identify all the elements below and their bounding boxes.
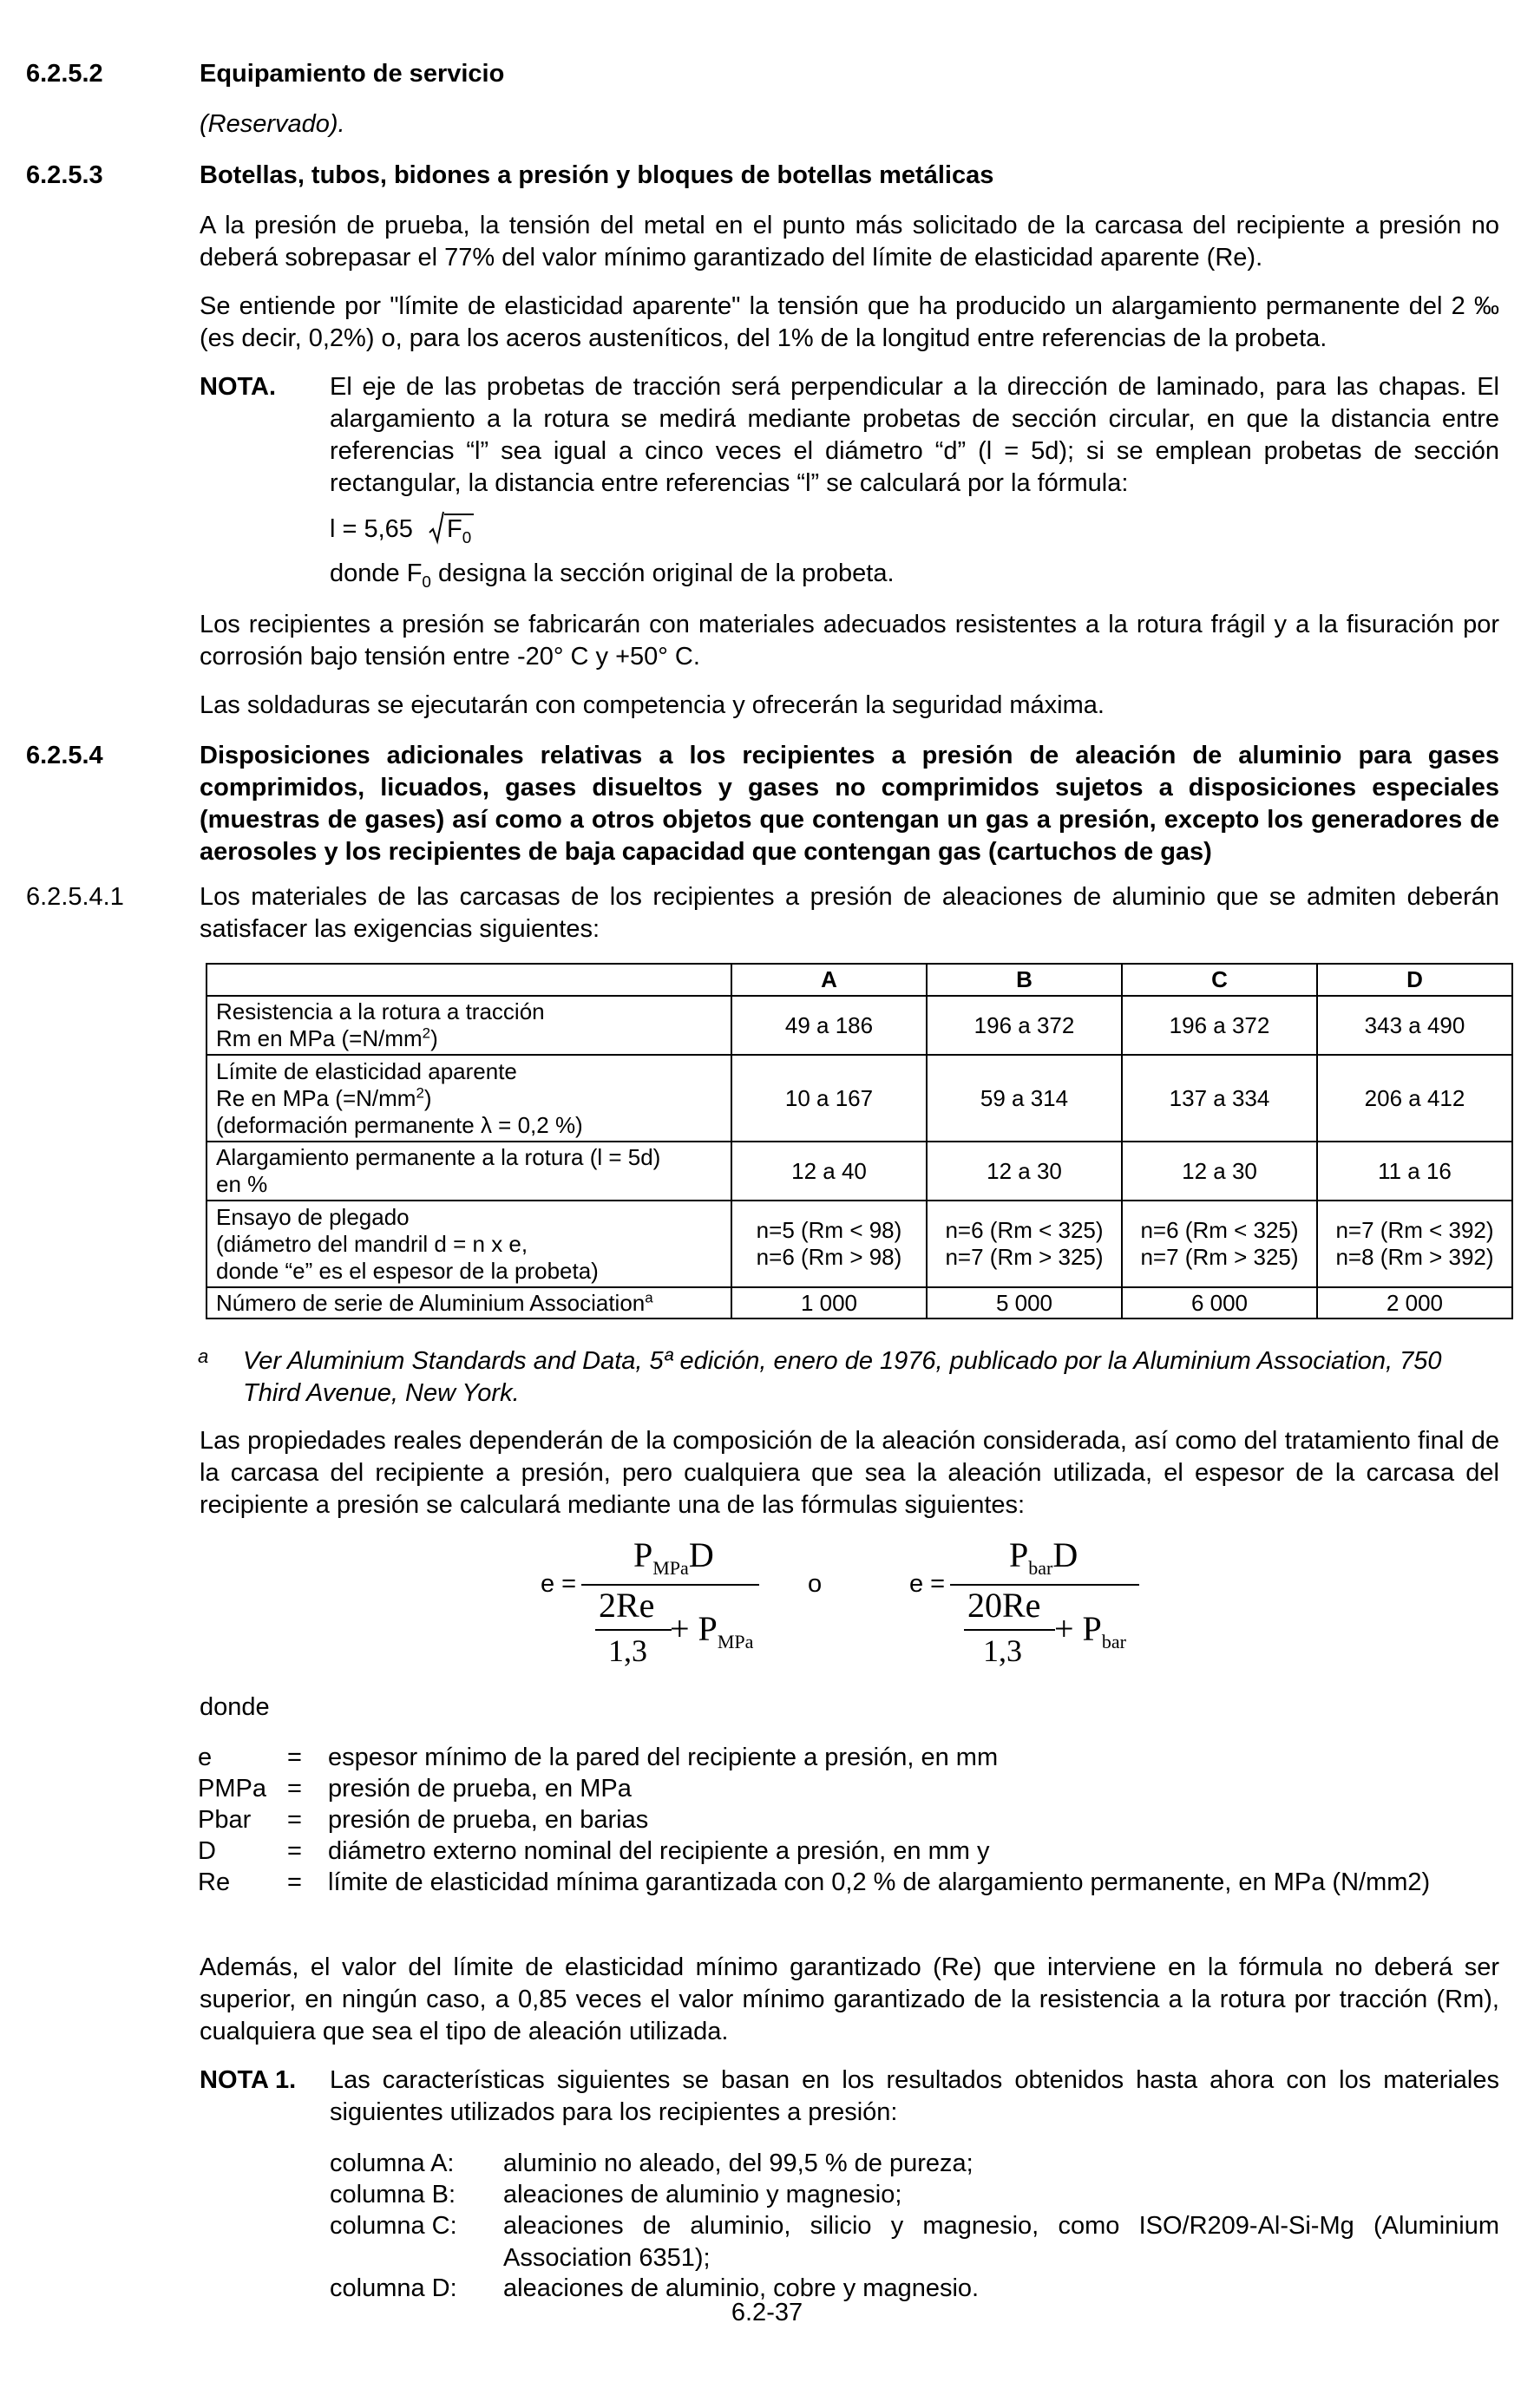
cell: 59 a 314	[927, 1055, 1122, 1142]
formula-2-lhs: e =	[909, 1570, 946, 1598]
paragraph: Además, el valor del límite de elasticidad mínimo garantizado (Re) que interviene en la fórmula no deberá ser superior, en ningún caso, a 0,85 veces el valor mínimo garantizado de la resistencia a la rotura por tracción (Rm), cualquiera que sea el tipo de aleación utilizada.	[200, 1953, 1499, 2045]
label-line: Re en MPa (=N/mm	[216, 1084, 416, 1111]
def-text: límite de elasticidad mínima garantizada con 0,2 % de alargamiento permanente, en MPa (N/mm2)	[328, 1868, 1431, 1896]
label-line: Ensayo de plegado	[216, 1203, 410, 1230]
table-header-row	[206, 964, 1512, 996]
cell-line: n=6 (Rm < 325)	[945, 1217, 1104, 1243]
paragraph: Las propiedades reales dependerán de la composición de la aleación considerada, así como del tratamiento final de la carcasa del recipiente a presión, pero cualquiera que sea la aleación utilizada, el espesor de la carcasa del recipiente a presión se calculará mediante una de las fórmulas siguientes:	[200, 1427, 1499, 1519]
column-header-b: B	[927, 964, 1122, 996]
label-line: en %	[216, 1171, 268, 1197]
label-line: )	[423, 1084, 432, 1111]
num-d: D	[1052, 1535, 1078, 1574]
section-title: Botellas, tubos, bidones a presión y bloques de botellas metálicas	[200, 161, 994, 189]
label-sup: 2	[416, 1083, 424, 1101]
cell-line: n=8 (Rm > 392)	[1335, 1244, 1494, 1270]
def-text: diámetro externo nominal del recipiente a presión, en mm y	[328, 1837, 990, 1865]
cell: 206 a 412	[1317, 1055, 1512, 1142]
cell	[927, 1201, 1122, 1287]
reserved-text: (Reservado).	[200, 110, 345, 138]
material-row	[330, 2179, 1499, 2210]
cell: 11 a 16	[1317, 1142, 1512, 1201]
formula-text: l = 5,65	[330, 515, 413, 543]
cell: 10 a 167	[731, 1055, 927, 1142]
radicand-sub: 0	[462, 527, 472, 546]
variable-definitions	[198, 1742, 1499, 1929]
formula-1-plus	[670, 1609, 754, 1652]
cell: 12 a 30	[927, 1142, 1122, 1201]
material-row	[330, 2210, 1499, 2273]
cell: 2 000	[1317, 1287, 1512, 1319]
def-text: espesor mínimo de la pared del recipiente a presión, en mm	[328, 1744, 999, 1771]
row-label	[206, 996, 731, 1055]
formula-2-inner-line	[964, 1629, 1055, 1631]
row-label	[206, 1055, 731, 1142]
note-label: NOTA.	[200, 373, 277, 401]
page-number: 6.2-37	[731, 2299, 803, 2326]
table-row	[206, 1142, 1512, 1201]
formula-2-den-top: 20Re	[967, 1586, 1041, 1625]
table-row	[206, 996, 1512, 1055]
label-line: Rm en MPa (=N/mm	[216, 1025, 423, 1051]
cell: 1 000	[731, 1287, 927, 1319]
def-equals: =	[287, 1806, 302, 1834]
cell: 49 a 186	[731, 996, 927, 1055]
definition-row	[198, 1804, 1499, 1835]
num-p: P	[633, 1535, 653, 1574]
num-sub: MPa	[652, 1557, 689, 1579]
formula-1-den-top: 2Re	[599, 1586, 655, 1625]
note-formula	[330, 514, 474, 546]
row-label	[206, 1142, 731, 1201]
def-equals: =	[287, 1837, 302, 1865]
formula-2-plus	[1054, 1609, 1126, 1652]
cell-line: n=7 (Rm < 392)	[1335, 1217, 1494, 1243]
cell-line: n=7 (Rm > 325)	[945, 1244, 1104, 1270]
definition-row	[198, 1867, 1499, 1929]
radicand	[444, 514, 474, 546]
definition-row	[198, 1835, 1499, 1867]
def-symbol: Re	[198, 1868, 231, 1896]
paragraph: Los recipientes a presión se fabricarán con materiales adecuados resistentes a la rotura frágil y a la fisuración por corrosión bajo tensión entre -20° C y +50° C.	[200, 611, 1499, 671]
footnote-mark: a	[198, 1345, 209, 1367]
def-symbol: e	[198, 1744, 213, 1771]
cell-line: n=6 (Rm < 325)	[1140, 1217, 1299, 1243]
cell-line: n=7 (Rm > 325)	[1140, 1244, 1299, 1270]
footnote-text: Ver Aluminium Standards and Data, 5ª edición, enero de 1976, publicado por la Aluminium Association, 750 Third Avenue, New York.	[243, 1347, 1442, 1407]
material-text: aleaciones de aluminio y magnesio;	[503, 2181, 902, 2208]
material-text: aleaciones de aluminio, cobre y magnesio.	[503, 2274, 980, 2302]
alloy-properties-table	[206, 963, 1513, 1319]
definition-row	[198, 1742, 1499, 1773]
plus-sub: bar	[1101, 1631, 1126, 1652]
material-column: columna A:	[330, 2150, 455, 2177]
radicand-f: F	[447, 515, 462, 543]
section-number: 6.2.5.4.1	[26, 883, 124, 911]
section-title: Equipamiento de servicio	[200, 60, 505, 88]
definition-row	[198, 1773, 1499, 1804]
cell: 343 a 490	[1317, 996, 1512, 1055]
cell: 12 a 30	[1122, 1142, 1317, 1201]
table-row	[206, 1201, 1512, 1287]
where-rest: designa la sección original de la probeta.	[430, 559, 895, 587]
def-symbol: D	[198, 1837, 216, 1865]
def-symbol: PMPa	[198, 1775, 266, 1803]
cell: 5 000	[927, 1287, 1122, 1319]
def-equals: =	[287, 1868, 302, 1896]
cell-line: n=6 (Rm > 98)	[756, 1244, 902, 1270]
label-line: (deformación permanente λ = 0,2 %)	[216, 1111, 583, 1138]
note-text: El eje de las probetas de tracción será perpendicular a la dirección de laminado, para las chapas. El alargamiento a la rotura se medirá mediante probetas de sección circular, en que la distancia entre referencias “l” sea igual a cinco veces el diámetro “d” (l = 5d); si se emplean probetas de sección rectangular, la distancia entre referencias “l” se calculará por la fórmula:	[330, 373, 1499, 497]
paragraph: Se entiende por "límite de elasticidad aparente" la tensión que ha producido un alargamiento permanente del 2 ‰ (es decir, 0,2%) o, para los aceros austeníticos, del 1% de la longitud entre referencias de la probeta.	[200, 292, 1499, 352]
sqrt-symbol	[429, 514, 474, 546]
formula-1-lhs: e =	[541, 1570, 577, 1598]
num-sub: bar	[1028, 1557, 1053, 1579]
cell: 196 a 372	[927, 996, 1122, 1055]
section-number: 6.2.5.2	[26, 60, 103, 88]
label-line: donde “e” es el espesor de la probeta)	[216, 1257, 599, 1284]
def-equals: =	[287, 1775, 302, 1803]
paragraph: Los materiales de las carcasas de los recipientes a presión de aleaciones de aluminio que se admiten deberán satisfacer las exigencias siguientes:	[200, 883, 1499, 943]
formula-1-numerator	[633, 1535, 714, 1579]
label-line: Resistencia a la rotura a tracción	[216, 998, 545, 1024]
table-row	[206, 1055, 1512, 1142]
section-title: Disposiciones adicionales relativas a los recipientes a presión de aleación de aluminio para gases comprimidos, licuados, gases disueltos y gases no comprimidos sujetos a disposiciones especiales (muestras de gases) así como a otros objetos que contengan un gas a presión, excepto los generadores de aerosoles y los recipientes de baja capacidad que contengan gas (cartuchos de gas)	[200, 742, 1499, 866]
cell	[731, 1201, 927, 1287]
table-row	[206, 1287, 1512, 1319]
label-line: Límite de elasticidad aparente	[216, 1057, 517, 1084]
where-text: donde F	[330, 559, 423, 587]
column-header-d: D	[1317, 964, 1512, 996]
label-sup: 2	[422, 1024, 431, 1042]
table-corner	[206, 964, 731, 996]
cell: 137 a 334	[1122, 1055, 1317, 1142]
note-text: Las características siguientes se basan en los resultados obtenidos hasta ahora con los materiales siguientes utilizados para los recipientes a presión:	[330, 2066, 1499, 2126]
cell: 6 000	[1122, 1287, 1317, 1319]
label-sup: a	[645, 1288, 653, 1305]
formula-or: o	[808, 1570, 823, 1598]
formula-2-numerator	[1009, 1535, 1078, 1579]
cell-line: n=5 (Rm < 98)	[756, 1217, 902, 1243]
donde-label: donde	[200, 1693, 270, 1721]
plus-p: + P	[670, 1609, 718, 1648]
num-p: P	[1009, 1535, 1029, 1574]
label-line: )	[430, 1025, 438, 1051]
def-text: presión de prueba, en MPa	[328, 1775, 632, 1803]
num-d: D	[688, 1535, 714, 1574]
note-where	[330, 558, 895, 590]
column-header-c: C	[1122, 964, 1317, 996]
formula-1-den-bot: 1,3	[608, 1633, 647, 1668]
label-line: Alargamiento permanente a la rotura (l = 5d)	[216, 1144, 661, 1170]
row-label	[206, 1287, 731, 1319]
column-materials-list	[330, 2148, 1499, 2304]
material-column: columna C:	[330, 2212, 457, 2240]
material-text: aluminio no aleado, del 99,5 % de pureza;	[503, 2150, 974, 2177]
cell: 196 a 372	[1122, 996, 1317, 1055]
material-text: aleaciones de aluminio, silicio y magnesio, como ISO/R209-Al-Si-Mg (Aluminium Association 6351);	[503, 2212, 1499, 2272]
formula-2-den-bot: 1,3	[983, 1633, 1022, 1668]
plus-p: + P	[1054, 1609, 1102, 1648]
column-header-a: A	[731, 964, 927, 996]
where-sub: 0	[422, 572, 431, 591]
material-column: columna B:	[330, 2181, 456, 2208]
def-equals: =	[287, 1744, 302, 1771]
section-number: 6.2.5.4	[26, 742, 103, 769]
def-text: presión de prueba, en barias	[328, 1806, 649, 1834]
note-label: NOTA 1.	[200, 2066, 297, 2094]
label-line: Número de serie de Aluminium Association	[216, 1289, 646, 1316]
label-line: (diámetro del mandril d = n x e,	[216, 1230, 528, 1257]
material-row	[330, 2148, 1499, 2179]
cell	[1122, 1201, 1317, 1287]
formula-1-inner-line	[595, 1629, 672, 1631]
def-symbol: Pbar	[198, 1806, 252, 1834]
cell: 12 a 40	[731, 1142, 927, 1201]
paragraph: A la presión de prueba, la tensión del metal en el punto más solicitado de la carcasa del recipiente a presión no deberá sobrepasar el 77% del valor mínimo garantizado del límite de elasticidad aparente (Re).	[200, 212, 1499, 272]
paragraph: Las soldaduras se ejecutarán con competencia y ofrecerán la seguridad máxima.	[200, 691, 1105, 719]
plus-sub: MPa	[717, 1631, 754, 1652]
row-label	[206, 1201, 731, 1287]
cell	[1317, 1201, 1512, 1287]
radical-icon	[429, 510, 444, 545]
material-column: columna D:	[330, 2274, 457, 2302]
section-number: 6.2.5.3	[26, 161, 103, 189]
